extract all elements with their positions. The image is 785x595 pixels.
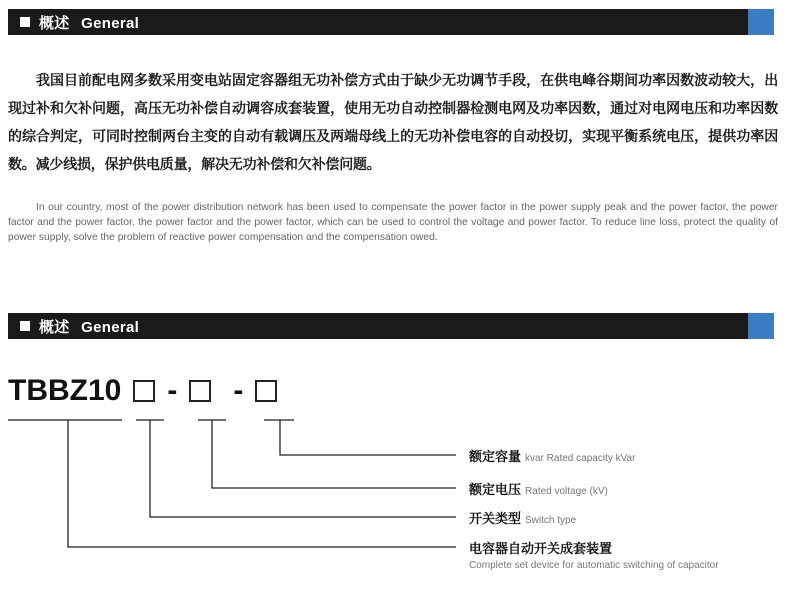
section-title-en: General (81, 318, 140, 336)
intro-paragraph-zh: 我国目前配电网多数采用变电站固定容器组无功补偿方式由于缺少无功调节手段，在供电峰谷期间功率因数波动较大，出现过补和欠补问题，高压无功补偿自动调容成套装置，使用无功自动控制器检测电网及功率因数，通过对电网电压和功率因数的综合判定，可同时控制两台主变的自动有载调压及两端母线上的无功补偿电容的自动投切，实现平衡系统电压，提供功率因数。减少线损，保护供电质量，解决无功补偿和欠补偿问题。 (8, 73, 778, 173)
legend-device-en: Complete set device for automatic switching of capacitor (469, 560, 719, 571)
legend-zh: 额定电压 (469, 483, 522, 498)
legend-rated-capacity (469, 446, 635, 465)
legend-zh: 电容器自动开关成套装置 (469, 542, 613, 557)
model-separator: - (167, 374, 178, 407)
legend-device (469, 538, 612, 557)
legend-en: Switch type (525, 515, 577, 526)
legend-en: Rated voltage (kV) (525, 486, 608, 497)
section-title-en: General (81, 14, 140, 32)
section-title-zh: 概述 (39, 13, 70, 32)
model-separator: - (233, 374, 244, 407)
section-title-zh: 概述 (39, 317, 70, 336)
intro-paragraph-en: In our country, most of the power distribution network has been used to compensate the power factor in the power supply peak and the power factor, the power factor and the power factor, the power factor and the power factor, which can be used to control the voltage and power factor. To reduce line loss, protect the quality of power supply, solve the problem of reactive power compensation and the compensation owed. (8, 202, 778, 243)
legend-rated-voltage (469, 479, 608, 498)
model-prefix: TBBZ10 (8, 374, 122, 407)
legend-zh: 开关类型 (469, 512, 522, 527)
legend-en: kvar Rated capacity kVar (525, 453, 636, 464)
legend-zh: 额定容量 (469, 450, 522, 465)
legend-switch-type (469, 508, 576, 527)
